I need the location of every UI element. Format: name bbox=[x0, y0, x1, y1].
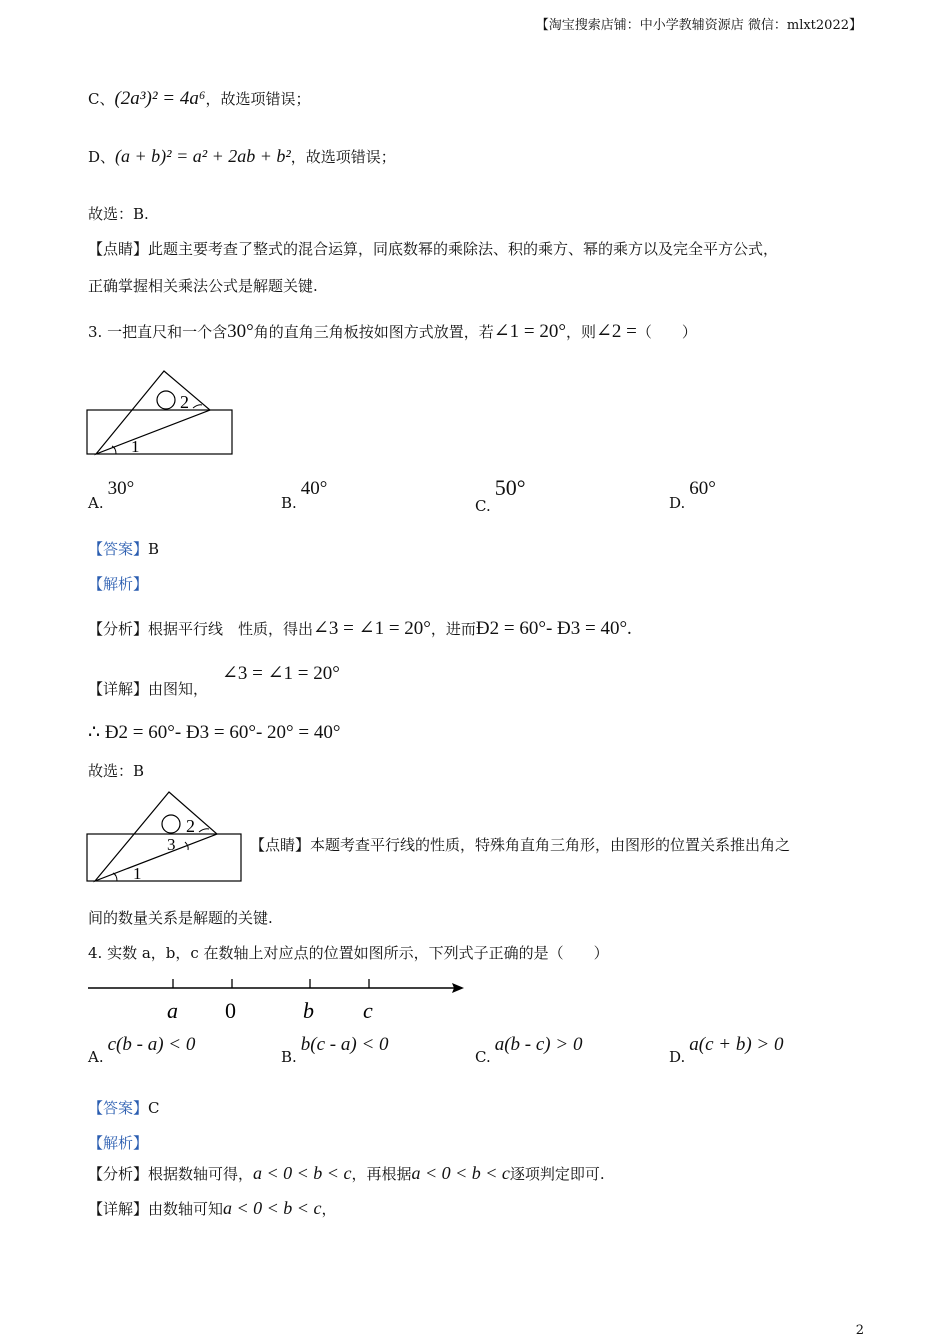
xiangjie-equation: a < 0 < b < c bbox=[223, 1198, 322, 1218]
axis-label-0: 0 bbox=[225, 998, 236, 1023]
fenxi-text: 【分析】根据数轴可得， bbox=[88, 1165, 254, 1183]
q2-comment-line2: 正确掌握相关乘法公式是解题关键. bbox=[88, 277, 318, 295]
ruler bbox=[87, 410, 232, 454]
angle-label-2: 2 bbox=[180, 392, 189, 412]
q4-option-d bbox=[669, 1034, 784, 1066]
q4-stem: 4. 实数 a，b，c 在数轴上对应点的位置如图所示，下列式子正确的是（ ） bbox=[88, 944, 609, 962]
angle-arc-2 bbox=[193, 405, 202, 408]
q3-option-b bbox=[281, 478, 328, 512]
ruler bbox=[87, 834, 241, 881]
option-label: A. bbox=[88, 1048, 104, 1066]
answer-value: B bbox=[148, 540, 160, 558]
q2-option-c bbox=[88, 88, 310, 110]
q3-xiangjie bbox=[88, 678, 208, 699]
option-label: D、 bbox=[88, 148, 116, 166]
q3-choose: 故选：B bbox=[88, 762, 145, 780]
angle-arc-2 bbox=[199, 829, 209, 832]
stem-part: 3. 一把直尺和一个含 bbox=[88, 323, 228, 341]
q4-option-a bbox=[88, 1034, 196, 1066]
q3-answer bbox=[88, 538, 159, 559]
q4-option-b bbox=[281, 1034, 389, 1066]
fenxi-equation: ∠3 = ∠1 = 20° bbox=[313, 618, 431, 639]
option-value: 30° bbox=[107, 478, 135, 499]
fenxi-text: ，再根据 bbox=[351, 1165, 412, 1183]
q3-option-a bbox=[88, 478, 135, 512]
answer-tag: 【答案】 bbox=[88, 1099, 149, 1117]
option-value: a(b - c) > 0 bbox=[494, 1034, 583, 1055]
q3-therefore: ∴ Ð2 = 60°- Ð3 = 60°- 20° = 40° bbox=[88, 722, 341, 743]
page-header: 【淘宝搜索店铺：中小学教辅资源店 微信：mlxt2022】 bbox=[535, 18, 862, 33]
option-value: c(b - a) < 0 bbox=[107, 1034, 196, 1055]
stem-ask: ∠2 = bbox=[595, 321, 637, 342]
option-label: C. bbox=[475, 497, 491, 515]
xiangjie-text: ， bbox=[321, 1200, 337, 1218]
fenxi-equation-2: a < 0 < b < c bbox=[411, 1163, 510, 1183]
xiangjie-text: 【详解】由图知， bbox=[88, 680, 209, 698]
q3-comment-line1: 【点睛】本题考查平行线的性质，特殊角直角三角形，由图形的位置关系推出角之 bbox=[250, 836, 791, 854]
option-text: ，故选项错误； bbox=[205, 90, 311, 108]
option-value: a(c + b) > 0 bbox=[689, 1034, 784, 1055]
axis-label-a: a bbox=[167, 998, 178, 1023]
option-value: 50° bbox=[494, 475, 526, 500]
fenxi-equation-2: Ð2 = 60°- Ð3 = 40°. bbox=[475, 618, 632, 639]
page-number: 2 bbox=[855, 1323, 864, 1338]
option-label: D. bbox=[669, 494, 686, 512]
fenxi-text: 逐项判定即可. bbox=[509, 1165, 605, 1183]
angle-label-1: 1 bbox=[133, 864, 142, 883]
angle-label-3: 3 bbox=[167, 835, 176, 854]
stem-part: ，则 bbox=[565, 323, 596, 341]
triangle bbox=[95, 792, 217, 881]
triangle-hole bbox=[157, 391, 175, 409]
fenxi-equation: a < 0 < b < c bbox=[253, 1163, 352, 1183]
stem-part: 角的直角三角板按如图方式放置，若 bbox=[253, 323, 494, 341]
option-label: C. bbox=[475, 1048, 491, 1066]
q3-option-c bbox=[475, 475, 526, 515]
angle-label-1: 1 bbox=[131, 437, 140, 456]
q2-comment-line1: 【点睛】此题主要考查了整式的混合运算，同底数幂的乘除法、积的乘方、幂的乘方以及完全平方公式， bbox=[88, 240, 779, 258]
q3-analysis-tag: 【解析】 bbox=[88, 575, 149, 593]
q3-stem bbox=[88, 320, 697, 343]
fenxi-text: ，进而 bbox=[430, 620, 476, 638]
option-value: b(c - a) < 0 bbox=[300, 1034, 389, 1055]
stem-angle: 30° bbox=[227, 321, 254, 342]
ruler-triangle-figure-2 bbox=[85, 790, 245, 885]
option-text: ，故选项错误； bbox=[290, 148, 396, 166]
q4-analysis-tag: 【解析】 bbox=[88, 1134, 149, 1152]
option-expression: (2a³)² = 4a⁶ bbox=[114, 88, 206, 109]
option-label: B. bbox=[281, 494, 297, 512]
fenxi-text: 【分析】根据平行线 性质，得出 bbox=[88, 620, 314, 638]
q3-comment-line2: 间的数量关系是解题的关键. bbox=[88, 909, 273, 927]
option-expression: (a + b)² = a² + 2ab + b² bbox=[115, 146, 291, 166]
answer-value: C bbox=[148, 1099, 160, 1117]
q3-fenxi bbox=[88, 617, 632, 640]
option-value: 40° bbox=[300, 478, 328, 499]
answer-tag: 【答案】 bbox=[88, 540, 149, 558]
xiangjie-text: 【详解】由数轴可知 bbox=[88, 1200, 224, 1218]
q2-option-d bbox=[88, 146, 396, 167]
axis-label-c: c bbox=[363, 998, 373, 1023]
q4-fenxi bbox=[88, 1163, 605, 1184]
stem-paren: （ ） bbox=[636, 323, 697, 341]
axis-label-b: b bbox=[303, 998, 314, 1023]
option-label: D. bbox=[669, 1048, 686, 1066]
triangle bbox=[96, 371, 210, 454]
q4-xiangjie bbox=[88, 1198, 336, 1219]
triangle-hole bbox=[162, 815, 180, 833]
q2-choose: 故选：B. bbox=[88, 205, 149, 223]
option-label: C、 bbox=[88, 90, 115, 108]
q4-answer bbox=[88, 1097, 160, 1118]
stem-condition: ∠1 = 20° bbox=[493, 321, 566, 342]
q3-xiangjie-equation: ∠3 = ∠1 = 20° bbox=[222, 663, 340, 684]
option-value: 60° bbox=[689, 478, 716, 499]
q4-option-c bbox=[475, 1034, 583, 1066]
option-label: B. bbox=[281, 1048, 297, 1066]
number-line bbox=[88, 975, 468, 1025]
angle-label-2: 2 bbox=[186, 816, 195, 836]
q3-option-d bbox=[669, 478, 716, 512]
ruler-triangle-figure bbox=[86, 368, 236, 458]
option-label: A. bbox=[88, 494, 104, 512]
